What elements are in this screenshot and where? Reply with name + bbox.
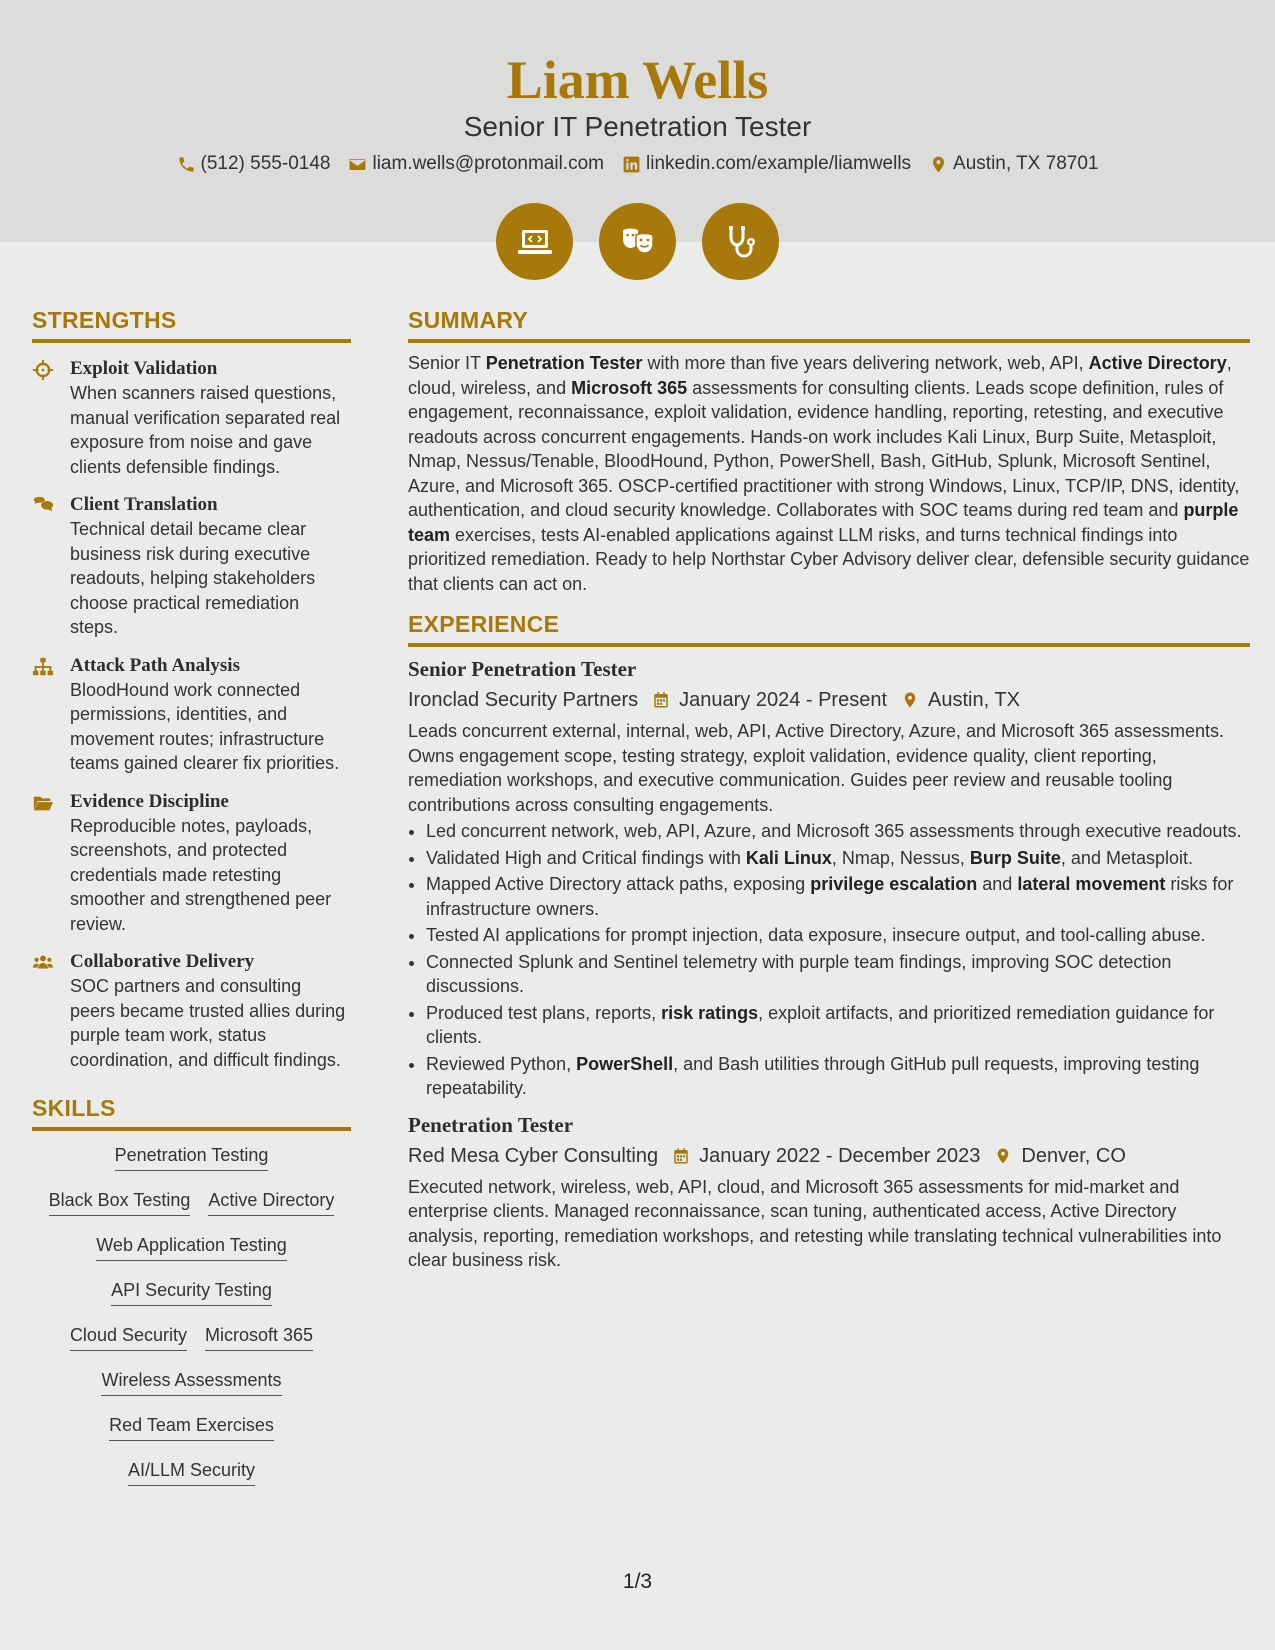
badge-masks bbox=[599, 203, 676, 280]
left-column bbox=[32, 306, 351, 1503]
strength-desc: SOC partners and consulting peers became trusted allies during purple team work, status coordination, and difficult findings. bbox=[70, 976, 346, 1070]
text-run: and bbox=[977, 874, 1018, 894]
text-run: exercises, tests AI-enabled applications against LLM risks, and turns technical findings into prioritized remediation. Ready to help Northstar Cyber Advisory deliver clear, defensible security guidance that clients can act on. bbox=[408, 524, 1250, 594]
crosshairs-icon bbox=[32, 359, 54, 381]
candidate-name: Liam Wells bbox=[506, 50, 769, 110]
text-run: Connected Splunk and Sentinel telemetry with purple team findings, improving SOC detection discussions. bbox=[426, 951, 1172, 996]
text-run: risks for infrastructure owners. bbox=[426, 874, 1234, 919]
folder-open-icon bbox=[32, 792, 54, 814]
right-column bbox=[408, 306, 1250, 1273]
linkedin-icon bbox=[622, 155, 641, 174]
skill-tag: Cloud Security bbox=[70, 1323, 187, 1351]
summary-heading: SUMMARY bbox=[408, 306, 1250, 343]
skill-tag: Black Box Testing bbox=[49, 1188, 191, 1216]
job-bullets bbox=[408, 819, 1250, 1101]
badge-row bbox=[0, 203, 1275, 280]
strength-title: Client Translation bbox=[70, 494, 218, 515]
bullet-item bbox=[426, 819, 1250, 844]
skills-heading: SKILLS bbox=[32, 1094, 351, 1131]
strength-item bbox=[32, 493, 351, 640]
calendar-icon bbox=[672, 1147, 690, 1165]
strength-title: Attack Path Analysis bbox=[70, 654, 240, 676]
strength-title: Collaborative Delivery bbox=[70, 951, 255, 972]
text-run: assessments for consulting clients. Leads scope definition, rules of engagement, reconnaissance, exploit validation, evidence handling, reporting, retesting, and executive readouts across concurrent engagements. Hands-on work includes Kali Linux, Burp Suite, Metasploit, Nmap, Nessus/Tenable, BloodHound, Python, PowerShell, Bash, GitHub, Splunk, Microsoft Sentinel, Azure, and Microsoft 365. OSCP-certified practitioner with strong Windows, Linux, TCP/IP, DNS, identity, authentication, and cloud security knowledge. Collaborates with SOC teams during red team and bbox=[408, 377, 1240, 520]
laptop-code-icon bbox=[515, 222, 555, 262]
skill-tag: Wireless Assessments bbox=[101, 1368, 281, 1396]
bullet-item bbox=[426, 950, 1250, 999]
strength-item bbox=[32, 790, 351, 937]
badge-stethoscope bbox=[702, 203, 779, 280]
location-text: Austin, TX 78701 bbox=[953, 153, 1099, 174]
bold-keyword: privilege escalation bbox=[810, 874, 978, 894]
text-run: , Nmap, Nessus, bbox=[831, 847, 970, 868]
skill-tag: Web Application Testing bbox=[96, 1233, 286, 1261]
masks-theater-icon bbox=[618, 222, 658, 262]
job-location: Denver, CO bbox=[1021, 1144, 1126, 1167]
text-run: , cloud, wireless, and bbox=[408, 353, 1232, 398]
text-run: Reviewed Python, bbox=[426, 1053, 577, 1074]
map-pin-icon bbox=[929, 155, 948, 174]
job-meta bbox=[408, 1142, 1250, 1170]
comments-icon bbox=[32, 495, 54, 517]
strength-desc: BloodHound work connected permissions, identities, and movement routes; infrastructure teams gained clearer fix priorities. bbox=[70, 679, 340, 773]
stethoscope-icon bbox=[721, 222, 761, 262]
job-entry bbox=[408, 1111, 1250, 1273]
envelope-icon bbox=[348, 155, 367, 174]
text-run: Validated High and Critical findings with bbox=[426, 847, 746, 868]
strength-item bbox=[32, 654, 351, 776]
bold-keyword: Burp Suite bbox=[969, 847, 1061, 868]
bold-keyword: Microsoft 365 bbox=[571, 377, 688, 398]
text-run: , and Metasploit. bbox=[1060, 847, 1193, 868]
strength-item bbox=[32, 357, 351, 479]
job-description: Executed network, wireless, web, API, cloud, and Microsoft 365 assessments for mid-market and enterprise clients. Managed reconnaissance, scan tuning, authenticated access, Active Directory analysis, reporting, remediation workshops, and retesting while translating technical vulnerabilities into clear business risk. bbox=[408, 1176, 1222, 1270]
skill-tag: Red Team Exercises bbox=[109, 1413, 274, 1441]
strength-desc: When scanners raised questions, manual verification separated real exposure from noise and gave clients defensible findings. bbox=[70, 383, 341, 477]
badge-laptop bbox=[496, 203, 573, 280]
skill-tag: API Security Testing bbox=[111, 1278, 272, 1306]
skill-row bbox=[32, 1368, 351, 1413]
bullet-item bbox=[426, 1001, 1250, 1050]
job-title: Senior Penetration Tester bbox=[408, 657, 637, 681]
users-icon bbox=[32, 952, 54, 974]
sitemap-icon bbox=[32, 656, 54, 678]
text-run: Produced test plans, reports, bbox=[426, 1002, 662, 1023]
email-text: liam.wells@protonmail.com bbox=[372, 153, 604, 174]
skill-row bbox=[32, 1323, 351, 1368]
strength-desc: Reproducible notes, payloads, screenshots, and protected credentials made retesting smoother and strengthened peer review. bbox=[70, 815, 332, 934]
map-pin-icon bbox=[994, 1147, 1012, 1165]
strength-desc: Technical detail became clear business risk during executive readouts, helping stakeholders choose practical remediation steps. bbox=[70, 519, 316, 637]
job-company: Red Mesa Cyber Consulting bbox=[408, 1144, 659, 1167]
bold-keyword: PowerShell bbox=[576, 1053, 674, 1074]
job-dates: January 2024 - Present bbox=[679, 689, 888, 711]
bullet-item bbox=[426, 923, 1250, 948]
bold-keyword: Penetration Tester bbox=[485, 353, 643, 373]
bullet-item bbox=[426, 1052, 1250, 1101]
experience-heading: EXPERIENCE bbox=[408, 610, 1250, 647]
skill-tag: Penetration Testing bbox=[115, 1143, 269, 1171]
skill-row bbox=[32, 1233, 351, 1278]
text-run: , exploit artifacts, and prioritized remediation guidance for clients. bbox=[426, 1002, 1215, 1047]
skill-row bbox=[32, 1143, 351, 1188]
candidate-role: Senior IT Penetration Tester bbox=[463, 111, 812, 142]
contact-email[interactable] bbox=[348, 152, 604, 176]
text-run: Led concurrent network, web, API, Azure, and Microsoft 365 assessments through executive readouts. bbox=[426, 821, 1242, 841]
contact-linkedin[interactable] bbox=[622, 152, 911, 176]
strength-title: Evidence Discipline bbox=[70, 790, 229, 812]
skill-tag: Active Directory bbox=[208, 1188, 334, 1216]
bold-keyword: Kali Linux bbox=[745, 847, 832, 868]
job-title: Penetration Tester bbox=[408, 1112, 574, 1137]
contact-location bbox=[929, 152, 1098, 176]
skill-tag: Microsoft 365 bbox=[205, 1323, 313, 1351]
job-dates: January 2022 - December 2023 bbox=[699, 1144, 981, 1167]
contact-bar bbox=[0, 152, 1275, 176]
map-pin-icon bbox=[901, 691, 919, 709]
page-number: 1/3 bbox=[622, 1570, 653, 1593]
summary-text bbox=[408, 351, 1250, 596]
contact-phone[interactable] bbox=[177, 152, 331, 176]
skill-row bbox=[32, 1413, 351, 1458]
phone-text: (512) 555-0148 bbox=[200, 153, 331, 174]
skill-row bbox=[32, 1188, 351, 1233]
skills-list bbox=[32, 1143, 351, 1503]
bullet-item bbox=[426, 846, 1250, 871]
text-run: with more than five years delivering network, web, API, bbox=[642, 353, 1089, 373]
calendar-icon bbox=[652, 691, 670, 709]
bold-keyword: Active Directory bbox=[1088, 353, 1227, 373]
skill-row bbox=[32, 1458, 351, 1503]
skill-tag: AI/LLM Security bbox=[128, 1458, 255, 1486]
text-run: Mapped Active Directory attack paths, exposing bbox=[426, 874, 811, 894]
job-entry bbox=[408, 655, 1250, 1101]
text-run: Tested AI applications for prompt injection, data exposure, insecure output, and tool-calling abuse. bbox=[426, 925, 1206, 945]
strength-title: Exploit Validation bbox=[70, 358, 218, 379]
strengths-heading: STRENGTHS bbox=[32, 306, 351, 343]
bold-keyword: risk ratings bbox=[661, 1002, 759, 1023]
strength-item bbox=[32, 950, 351, 1072]
job-meta bbox=[408, 686, 1250, 714]
skill-row bbox=[32, 1278, 351, 1323]
job-location: Austin, TX bbox=[928, 689, 1020, 711]
job-description: Leads concurrent external, internal, web, API, Active Directory, Azure, and Microsoft 365 assessments. Owns engagement scope, testing strategy, exploit validation, evidence quality, client reporting, remediation workshops, and executive communication. Guides peer review and reusable tooling contributions across consulting engagements. bbox=[408, 721, 1225, 815]
text-run: Senior IT bbox=[408, 353, 486, 373]
linkedin-text: linkedin.com/example/liamwells bbox=[646, 153, 912, 174]
bullet-item bbox=[426, 872, 1250, 921]
bold-keyword: lateral movement bbox=[1017, 874, 1166, 894]
bold-keyword: purple team bbox=[408, 500, 1239, 545]
job-company: Ironclad Security Partners bbox=[408, 689, 639, 711]
phone-icon bbox=[177, 155, 196, 174]
text-run: , and Bash utilities through GitHub pull requests, improving testing repeatability. bbox=[426, 1053, 1200, 1098]
